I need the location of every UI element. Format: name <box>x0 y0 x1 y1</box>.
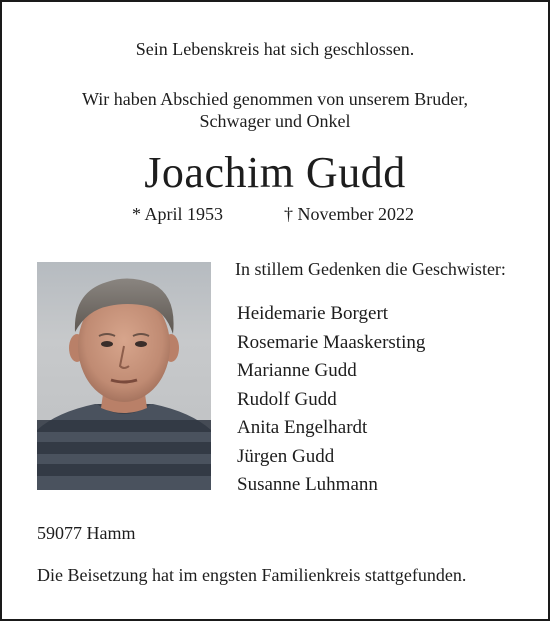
farewell-line-1: Wir haben Abschied genommen von unserem Bruder, <box>82 89 468 109</box>
sibling-name: Rudolf Gudd <box>237 388 337 410</box>
sibling-name: Heidemarie Borgert <box>237 303 389 324</box>
birth-date: * April 1953 <box>132 204 224 224</box>
deceased-name: Joachim Gudd <box>144 148 406 197</box>
mourners-heading: In stillem Gedenken die Geschwister: <box>235 259 506 279</box>
funeral-note: Die Beisetzung hat im engsten Familienkreis stattgefunden. <box>37 565 467 585</box>
sibling-name: Susanne Luhmann <box>237 474 378 495</box>
sibling-name: Rosemarie Maaskersting <box>237 331 426 353</box>
sibling-name: Jürgen Gudd <box>237 445 335 467</box>
farewell-line-2: Schwager und Onkel <box>199 111 351 131</box>
siblings-list <box>237 300 425 500</box>
portrait-photo <box>37 262 211 490</box>
location-text: 59077 Hamm <box>37 523 136 543</box>
sibling-name: Anita Engelhardt <box>237 417 368 438</box>
death-date: † November 2022 <box>284 204 414 224</box>
sibling-name: Marianne Gudd <box>237 360 357 381</box>
intro-text: Sein Lebenskreis hat sich geschlossen. <box>135 39 415 59</box>
